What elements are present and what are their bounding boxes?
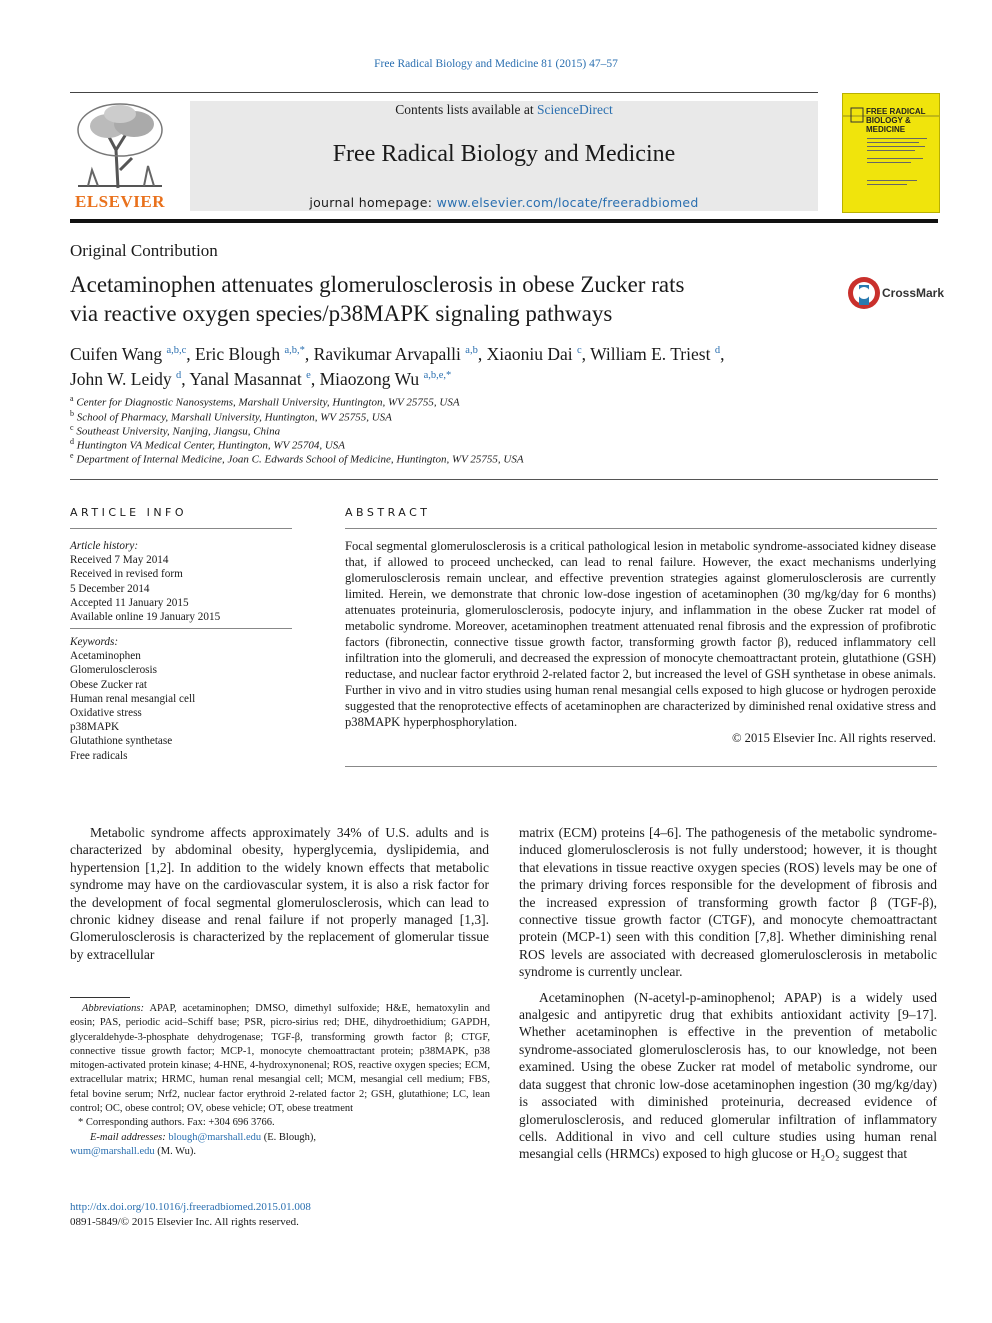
history-item: Accepted 11 January 2015 xyxy=(70,596,189,609)
author xyxy=(189,369,319,389)
email-label: E-mail addresses: xyxy=(90,1131,169,1143)
affiliation-c: $^c$ Southeast University, Nanjing, Jiangsu, China xyxy=(70,423,281,438)
abstract-bottom-rule xyxy=(345,766,937,767)
article-info-rule xyxy=(70,528,292,529)
author-name: Xiaoniu Dai xyxy=(486,343,573,364)
author xyxy=(314,344,487,364)
author-affiliation-marks[interactable]: a,b,* xyxy=(284,345,305,356)
author-separator: , xyxy=(186,343,196,364)
author-affiliation-marks[interactable]: a,b xyxy=(465,345,478,356)
abbreviations-text: APAP, acetaminophen; DMSO, dimethyl sulfoxide; H&E, hematoxylin and eosin; PAS, periodic acid–Schiff base; PSR, picro-sirius red; DHE, dihydroethidium; GAPDH, glyceraldehyde-3-phosphate dehydrogenase; TGF-β, transforming growth factor β; CTGF, connective tissue growth factor; MCP-1, monocyte chemoattractant protein; p38MAPK, p38 mitogen-activated protein kinase; 4-HNE, 4-hydroxynonenal; ROS, reactive oxygen species; ECM, extracellular matrix; HRMC, human renal mesangial cell; MCM, mesangial cell medium; FBS, fetal bovine serum; Nrf2, nuclear factor erythroid 2-related factor 2; GSH, glutathione; LC, lean control; OC, obese control; OV, obese vehicle; OT, obese treatment xyxy=(70,1003,491,1115)
history-item: Received in revised form xyxy=(70,568,183,581)
author xyxy=(487,344,591,364)
author-separator: , xyxy=(581,343,591,364)
author-affiliation-marks[interactable]: e xyxy=(306,369,311,381)
cover-title: FREE RADICAL BIOLOGY & MEDICINE xyxy=(866,107,926,134)
author-separator: , xyxy=(181,368,190,389)
author-list xyxy=(70,340,910,390)
article-title xyxy=(70,270,830,328)
footnote-rule xyxy=(70,997,130,998)
author-name: Cuifen Wang xyxy=(70,343,163,364)
article-info-heading: ARTICLE INFO xyxy=(70,506,188,519)
section-type: Original Contribution xyxy=(70,241,218,260)
keyword: Obese Zucker rat xyxy=(70,678,148,691)
sciencedirect-link[interactable]: ScienceDirect xyxy=(537,102,613,117)
author-separator: , xyxy=(304,343,314,364)
abstract-copyright: © 2015 Elsevier Inc. All rights reserved. xyxy=(731,731,936,745)
crossmark-badge[interactable] xyxy=(846,275,945,311)
history-item: 5 December 2014 xyxy=(70,582,150,595)
history-item: Received 7 May 2014 xyxy=(70,554,169,567)
contents-prefix: Contents lists available at xyxy=(395,102,537,117)
author-separator: , xyxy=(477,343,487,364)
intro-paragraph-1-cont: matrix (ECM) proteins [4–6]. The pathogenesis of the metabolic syndrome-induced glomerulosclerosis is not fully understood; however, it is thought that elevations in tissue reactive oxygen species (ROS) levels may be one of the primary driving forces responsible for the development of fibrosis and the increased expression of transforming growth factor β (TGF-β), connective tissue growth factor (CTGF), and monocyte chemoattractant protein (MCP-1) seen with this condition [7,8]. Whether diminishing renal ROS levels are associated with decreased glomerulosclerosis in metabolic syndrome is currently unclear. xyxy=(519,825,937,980)
author xyxy=(70,344,195,364)
author-name: Eric Blough xyxy=(195,343,281,364)
abbreviations-label: Abbreviations: xyxy=(82,1003,145,1014)
affiliation-b: $^b$ School of Pharmacy, Marshall University, Huntington, WV 25755, USA xyxy=(70,409,392,424)
intro-paragraph-2: Acetaminophen (N-acetyl-p-aminophenol; APAP) is a widely used analgesic and antipyretic drug that exhibits antioxidant activity [9–17]. Whether acetaminophen is effective in the prevention of metabolic syndrome-associated glomerulosclerosis has, to our knowledge, not been examined. Using the obese Zucker rat model of metabolic syndrome, our data suggest that chronic low-dose acetaminophen ingestion (30 mg/kg/day) is associated with diminished proteinuria, decreased evidence of glomerulosclerosis, and reduced glomerular infiltration of inflammatory cells. Additional in vivo and cell culture studies using human renal mesangial cells (HRMCs) exposed to high glucose or H₂O₂ suggest that xyxy=(519,989,937,1162)
crossmark-icon xyxy=(846,275,882,311)
keyword: Glutathione synthetase xyxy=(70,735,173,748)
homepage-link[interactable]: www.elsevier.com/locate/freeradbiomed xyxy=(436,195,699,210)
history-label: Article history: xyxy=(70,540,139,552)
keyword: Glomerulosclerosis xyxy=(70,664,157,677)
abbreviations-footnote xyxy=(70,1002,490,1116)
title-line-2: via reactive oxygen species/p38MAPK signaling pathways xyxy=(70,301,613,326)
keyword: Oxidative stress xyxy=(70,707,142,720)
homepage-prefix: journal homepage: xyxy=(309,195,437,210)
affiliation-e: $^e$ Department of Internal Medicine, Joan C. Edwards School of Medicine, Huntington, WV 25755, USA xyxy=(70,451,524,466)
title-line-1: Acetaminophen attenuates glomerulosclerosis in obese Zucker rats xyxy=(70,272,685,297)
author-affiliation-marks[interactable]: c xyxy=(576,345,582,356)
keyword: Human renal mesangial cell xyxy=(70,692,196,705)
author-affiliation-marks[interactable]: a,b,c xyxy=(166,345,187,356)
author-affiliation-marks[interactable]: d xyxy=(175,369,182,381)
article-history xyxy=(70,539,292,624)
author-affiliation-marks[interactable]: a,b,e,* xyxy=(423,369,452,381)
author-name: John W. Leidy xyxy=(70,368,172,389)
email-owner-wu: (M. Wu). xyxy=(154,1145,197,1157)
history-item: Available online 19 January 2015 xyxy=(70,611,221,624)
history-keywords-rule xyxy=(70,628,292,629)
front-matter-rule xyxy=(70,479,938,480)
corresponding-footnote: * Corresponding authors. Fax: +304 696 3766. xyxy=(78,1117,275,1129)
abstract-heading: ABSTRACT xyxy=(345,506,431,519)
author-affiliation-marks[interactable]: d xyxy=(714,345,721,356)
author xyxy=(590,344,724,364)
body-left-column xyxy=(70,824,489,963)
email-footnote xyxy=(70,1131,490,1145)
author xyxy=(320,369,452,389)
body-right-column xyxy=(519,824,937,1163)
journal-name: Free Radical Biology and Medicine xyxy=(332,141,676,167)
keyword: Free radicals xyxy=(70,749,128,762)
email-footnote-cont xyxy=(70,1145,490,1159)
author xyxy=(195,344,314,364)
doi-link[interactable]: http://dx.doi.org/10.1016/j.freeradbiomed.2015.01.008 xyxy=(70,1201,311,1213)
footnotes xyxy=(70,1002,490,1159)
issn-line: 0891-5849/© 2015 Elsevier Inc. All rights reserved. xyxy=(70,1216,299,1228)
journal-reference[interactable]: Free Radical Biology and Medicine 81 (2015) 47–57 xyxy=(374,58,618,70)
author-separator: , xyxy=(720,343,725,364)
crossmark-label: CrossMark xyxy=(882,286,945,300)
author-name: Miaozong Wu xyxy=(319,368,420,389)
affiliation-a: $^a$ Center for Diagnostic Nanosystems, Marshall University, Huntington, WV 25755, USA xyxy=(70,394,460,409)
contents-line xyxy=(190,102,818,118)
abstract-text: Focal segmental glomerulosclerosis is a critical pathological lesion in metabolic syndrome-associated kidney disease that, if allowed to proceed unchecked, can lead to renal failure. However, the exact mechanisms underlying glomerulosclerosis remain unclear, and effective prevention strategies against glomerulosclerosis are currently limited. Herein, we demonstrate that chronic low-dose ingestion of acetaminophen (30 mg/kg/day for 6 months) attenuates proteinuria, glomerulosclerosis, podocyte injury, and inflammation in the obese Zucker rat model of metabolic syndrome. Moreover, acetaminophen treatment attenuated renal fibrosis and the expression of profibrotic factors (fibronectin, connective tissue growth factor, transforming growth factor β), reduced inflammatory cell infiltration into the glomeruli, and decreased the expression of monocyte chemoattractant protein, glutathione (GSH) reductase, and nuclear factor erythroid 2-related factor 2, but increased the level of GSH synthetase in obese animals. Further in vivo and in vitro studies using human renal mesangial cells exposed to high glucose or hydrogen peroxide suggested that the renoprotective effects of acetaminophen are characterized by diminished renal oxidative stress and p38MAPK hyperphosphorylation. xyxy=(345,539,936,729)
author-name: William E. Triest xyxy=(590,343,711,364)
author-name: Ravikumar Arvapalli xyxy=(313,343,461,364)
header-bottom-rule xyxy=(70,219,938,223)
email-link-wu[interactable]: wum@marshall.edu xyxy=(70,1145,155,1157)
abstract-body xyxy=(345,538,936,746)
affiliation-d: $^d$ Huntington VA Medical Center, Huntington, WV 25704, USA xyxy=(70,437,346,452)
author-separator: , xyxy=(310,368,320,389)
elsevier-wordmark: ELSEVIER xyxy=(75,192,165,211)
intro-paragraph-1: Metabolic syndrome affects approximately 34% of U.S. adults and is characterized by abdominal obesity, hyperglycemia, dyslipidemia, and hypertension [1,2]. In addition to the widely known effects that metabolic syndrome may have on the cardiovascular system, it is also a risk factor for the development of focal segmental glomerulosclerosis, which can lead to chronic kidney disease and renal failure if not properly managed [1,3]. Glomerulosclerosis is characterized by the replacement of glomerular tissue by extracellular xyxy=(70,825,489,962)
keyword: Acetaminophen xyxy=(70,650,141,663)
email-owner-blough: (E. Blough), xyxy=(261,1131,316,1143)
email-link-blough[interactable]: blough@marshall.edu xyxy=(168,1131,262,1143)
homepage-line xyxy=(190,195,818,210)
header-top-rule xyxy=(70,92,818,93)
author xyxy=(70,369,189,389)
abstract-top-rule xyxy=(345,528,937,529)
keyword: p38MAPK xyxy=(70,721,120,734)
author-name: Yanal Masannat xyxy=(189,368,302,389)
keywords-label: Keywords: xyxy=(70,636,119,648)
keywords-block xyxy=(70,635,292,763)
